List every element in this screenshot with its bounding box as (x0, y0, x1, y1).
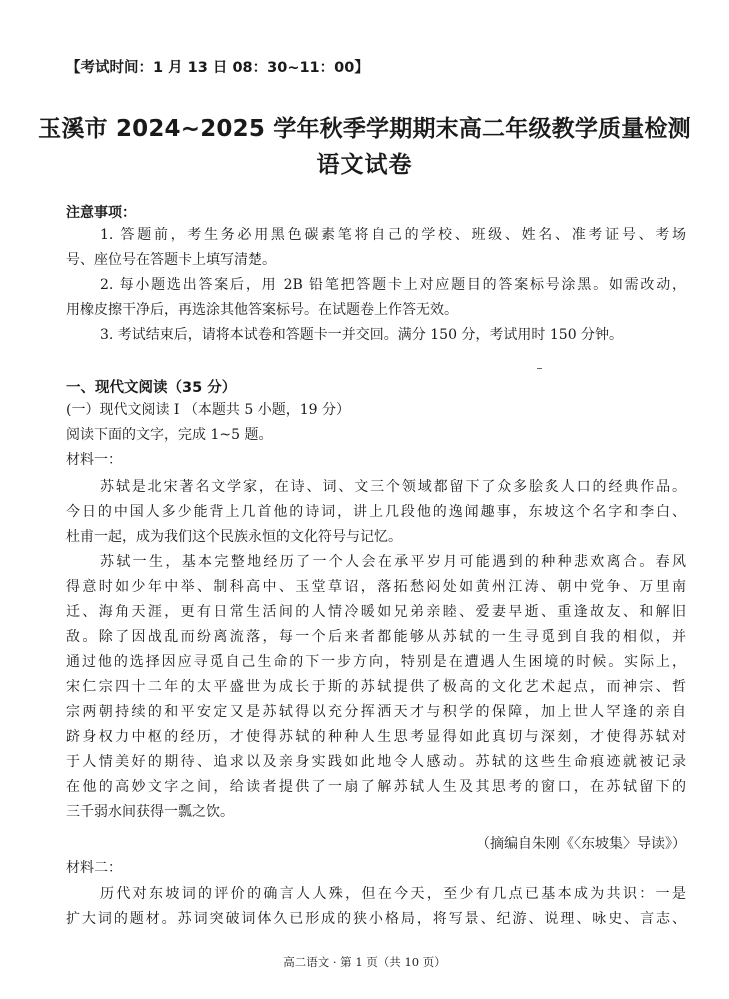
exam-subtitle: 语文试卷 (316, 152, 413, 178)
page-footer: 高二语文 · 第 1 页（共 10 页） (283, 955, 446, 969)
exam-title: 玉溪市 2024~2025 学年秋季学期期末高二年级教学质量检测 (38, 116, 691, 142)
paragraph-line: 苏轼是北宋著名文学家，在诗、词、文三个领域都留下了众多脍炙人口的经典作品。 (100, 479, 686, 495)
paragraph-line: 宗两朝持续的和平安定又是苏轼得以充分挥洒天才与积学的保障，加上世人罕逢的亲自 (66, 704, 686, 720)
paragraph-line: 杜甫一起，成为我们这个民族永恒的文化符号与记忆。 (66, 529, 402, 545)
paragraph-line: 于人情美好的期待、追求以及亲身实践如此地令人感动。苏轼的这些生命痕迹就被记录 (66, 754, 686, 770)
notice-line: 2. 每小题选出答案后，用 2B 铅笔把答题卡上对应题目的答案标号涂黑。如需改动， (100, 277, 686, 293)
paragraph-line: 苏轼一生，基本完整地经历了一个人会在承平岁月可能遇到的种种悲欢离合。春风 (100, 554, 686, 570)
exam-time: 【考试时间：1 月 13 日 08：30~11：00】 (66, 60, 369, 76)
notice-line: 3. 考试结束后，请将本试卷和答题卡一并交回。满分 150 分，考试用时 150 分钟。 (100, 327, 624, 343)
paragraph-line: 扩大词的题材。苏词突破词体久已形成的狭小格局，将写景、纪游、说理、咏史、言志、 (66, 911, 686, 927)
paragraph-line: 历代对东坡词的评价的确言人人殊，但在今天，至少有几点已基本成为共识：一是 (100, 886, 686, 902)
notice-line: 1. 答题前，考生务必用黑色碳素笔将自己的学校、班级、姓名、准考证号、考场 (100, 227, 686, 243)
instruction: 阅读下面的文字，完成 1~5 题。 (66, 427, 273, 443)
notice-line: 号、座位号在答题卡上填写清楚。 (66, 252, 276, 268)
paragraph-line: 跻身权力中枢的经历，才使得苏轼的种种人生思考显得如此真切与深刻，才使得苏轼对 (66, 729, 686, 745)
paragraph-line: 三千弱水间获得一瓢之饮。 (66, 804, 234, 820)
paragraph-line: 得意时如少年中举、制科高中、玉堂草诏，落拓愁闷处如黄州江涛、朝中党争、万里南 (66, 579, 686, 595)
sub-heading: (一）现代文阅读 I （本题共 5 小题，19 分） (66, 402, 350, 418)
paragraph-line: 在他的高妙文字之间，给读者提供了一扇了解苏轼人生及其思考的窗口，在苏轼留下的 (66, 779, 686, 795)
paragraph-line: 通过他的选择因应寻觅自己生命的下一步方向，特别是在遭遇人生困境的时候。实际上， (66, 654, 686, 670)
section-heading: 一、现代文阅读（35 分） (66, 380, 237, 396)
notice-line: 用橡皮擦干净后，再选涂其他答案标号。在试题卷上作答无效。 (66, 302, 458, 318)
notice-heading: 注意事项： (66, 205, 136, 221)
material-label: 材料一： (66, 452, 122, 468)
paragraph-line: 敌。除了因战乱而纷离流落，每一个后来者都能够从苏轼的一生寻觅到自我的相似，并 (66, 629, 686, 645)
paragraph-line: 迁、海角天涯，更有日常生活间的人情冷暖如兄弟亲睦、爱妻早逝、重逢故友、和解旧 (66, 604, 686, 620)
paragraph-line: 今日的中国人多少能背上几首他的诗词，讲上几段他的逸闻趣事，东坡这个名字和李白、 (66, 504, 686, 520)
paragraph-line: 宋仁宗四十二年的太平盛世为成长于斯的苏轼提供了极高的文化艺术起点，而神宗、哲 (66, 679, 686, 695)
material-source: （摘编自朱刚《〈东坡集〉导读》） (476, 836, 686, 852)
material-label: 材料二： (66, 860, 122, 876)
divider-mark (537, 368, 542, 369)
